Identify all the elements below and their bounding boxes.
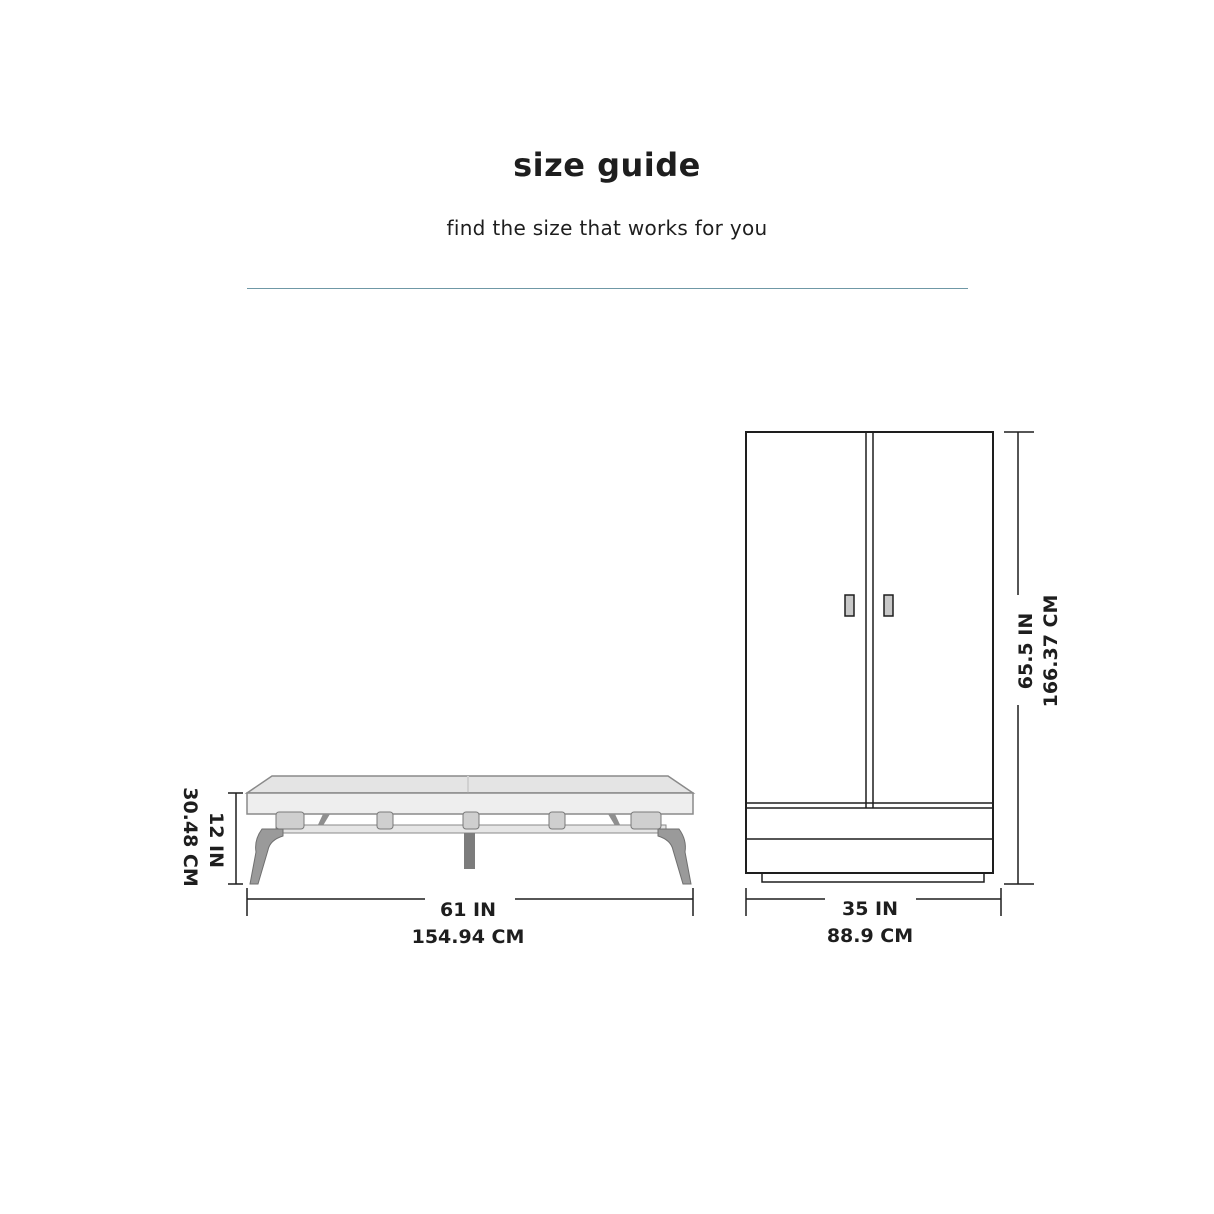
wardrobe-width-dimension bbox=[746, 888, 1001, 947]
bed-width-cm-label: 154.94 CM bbox=[411, 926, 525, 948]
bed-width-in-label: 61 IN bbox=[439, 899, 497, 921]
bed-height-cm-label: 30.48 CM bbox=[179, 787, 201, 887]
bed-height-in-label: 12 IN bbox=[205, 811, 227, 869]
bed-width-dimension bbox=[247, 888, 693, 948]
wardrobe-illustration bbox=[746, 432, 993, 882]
wardrobe-height-cm-label: 166.37 CM bbox=[1040, 594, 1062, 708]
bed-illustration bbox=[247, 776, 693, 884]
wardrobe-width-in-label: 35 IN bbox=[841, 898, 899, 920]
bed-height-dimension bbox=[179, 787, 243, 887]
wardrobe-height-in-label: 65.5 IN bbox=[1015, 612, 1037, 690]
wardrobe-width-cm-label: 88.9 CM bbox=[826, 925, 914, 947]
wardrobe-height-dimension bbox=[1004, 432, 1062, 884]
right-door-handle bbox=[884, 595, 893, 616]
page-title: size guide bbox=[513, 146, 701, 184]
left-door-handle bbox=[845, 595, 854, 616]
page-subtitle: find the size that works for you bbox=[446, 216, 768, 240]
